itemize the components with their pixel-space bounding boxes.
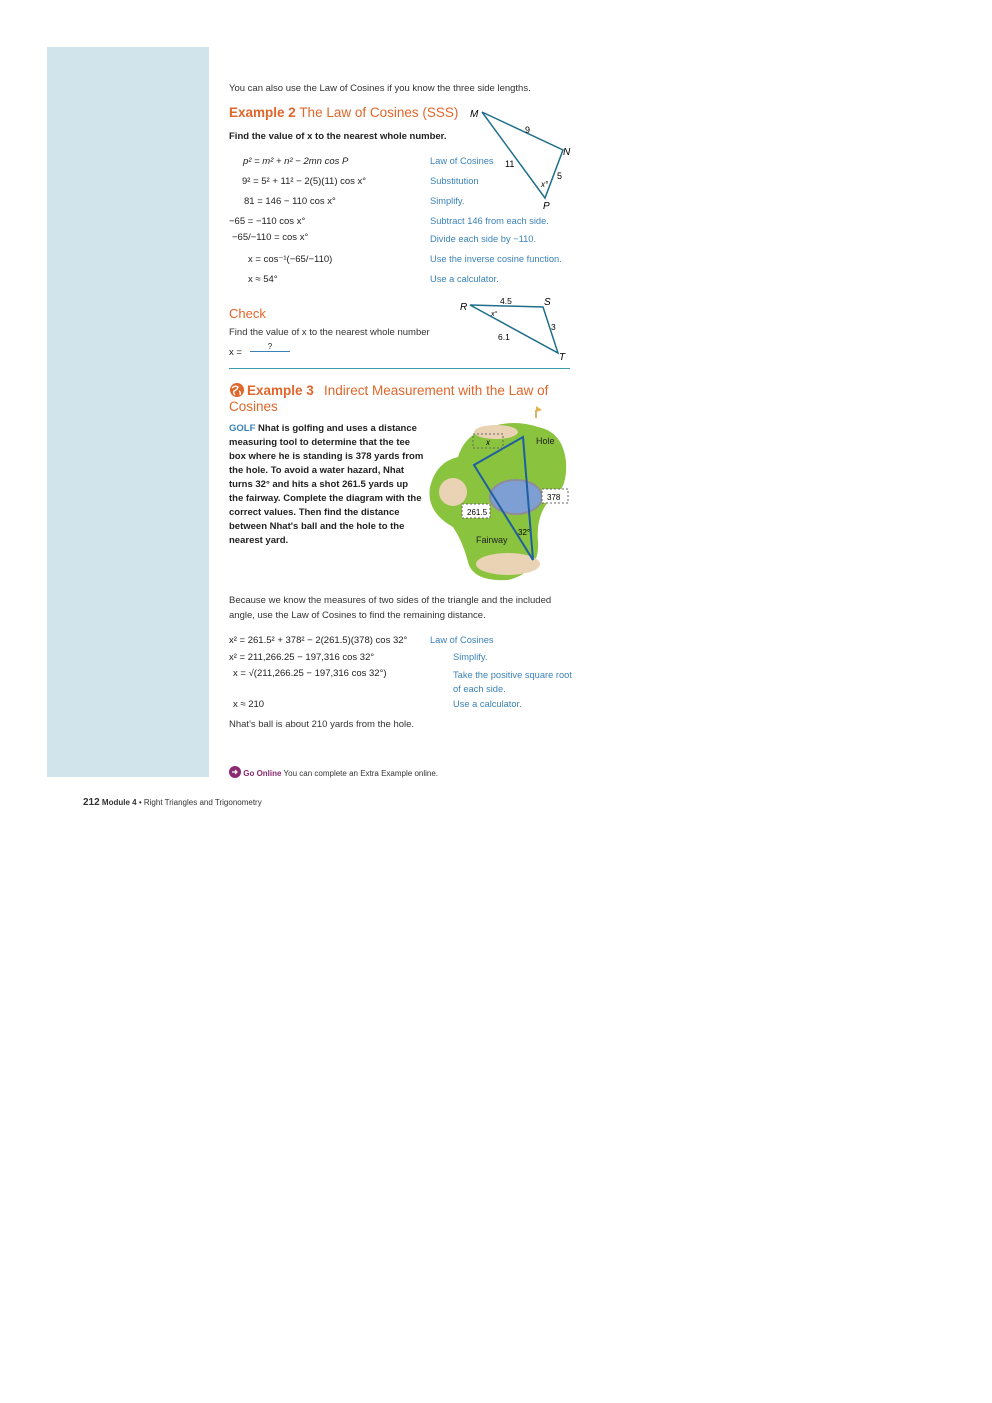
example2-title: The Law of Cosines (SSS) [299, 105, 459, 120]
ex2-reason2: Substitution [430, 176, 479, 186]
flag-icon [536, 406, 542, 412]
vertex-r: R [460, 302, 468, 313]
water-hazard [490, 480, 542, 514]
sand-bunker-top [474, 425, 518, 439]
ex2-step2: 9² = 5² + 11² − 2(5)(11) cos x° [242, 176, 367, 187]
ex2-step6: x = cos⁻¹(−65/−110) [248, 254, 333, 265]
ex3-reason3: Take the positive square root of each side. [453, 670, 572, 694]
go-online-text: You can complete an Extra Example online. [283, 769, 439, 778]
check-prompt: Find the value of x to the nearest whole number [229, 327, 430, 338]
vertex-t: T [559, 352, 566, 363]
example2-heading [229, 105, 458, 120]
go-online-row[interactable] [229, 766, 438, 778]
golf-problem-text: Nhat is golfing and uses a distance measuring tool to determine that the tee box where he is standing is 378 yards from the hole. To avoid a water hazard, Nhat turns 32° and hits a shot 261.5 yards up the fairway. Complete the diagram with the correct values. Then find the distance between Nhat's ball and the hole to the nearest yard. [229, 423, 424, 546]
ex2-reason5: Divide each side by −110. [430, 234, 537, 244]
ex3-reason2: Simplify. [453, 652, 488, 662]
example2-label: Example 2 [229, 105, 296, 120]
vertex-p: P [543, 201, 550, 212]
side-rs-label: 4.5 [500, 296, 512, 306]
ex2-step7: x ≈ 54° [248, 274, 278, 285]
sidebar-panel [47, 47, 209, 777]
x-blank-label: x [486, 438, 490, 447]
side-mn-label: 9 [525, 125, 531, 135]
page-number: 212 [83, 797, 100, 808]
side-st-label: 3 [551, 322, 556, 332]
example2-prompt: Find the value of x to the nearest whole number. [229, 131, 447, 142]
ex2-reason6: Use the inverse cosine function. [430, 254, 562, 264]
ex2-step5: −65/−110 = cos x° [232, 232, 309, 243]
ex3-step4: x ≈ 210 [233, 699, 265, 710]
example3-title: Indirect Measurement with the Law of Cosines [229, 383, 549, 414]
check-answer-blank[interactable]: ? [250, 342, 290, 352]
golf-tag: GOLF [229, 423, 256, 434]
page-footer [83, 797, 262, 808]
ex3-step2: x² = 211,266.25 − 197,316 cos 32° [229, 652, 375, 663]
ex2-reason7: Use a calculator. [430, 274, 499, 284]
example3-problem [229, 422, 424, 548]
sand-bunker-left [439, 478, 467, 506]
angle-32-label: 32° [518, 528, 531, 537]
side-rt-label: 6.1 [498, 332, 510, 342]
module-label: Module 4 [101, 798, 137, 807]
fairway-label: Fairway [476, 535, 508, 545]
ex3-step3: x = √(211,266.25 − 197,316 cos 32°) [233, 668, 387, 679]
ex3-step1: x² = 261.5² + 378² − 2(261.5)(378) cos 32° [229, 635, 408, 646]
ex2-reason3: Simplify. [430, 196, 465, 206]
ex2-step1: p² = m² + n² − 2mn cos P [243, 156, 349, 167]
distance-261-label: 261.5 [467, 508, 488, 517]
footer-separator: • [138, 798, 142, 807]
example3-label: Example 3 [247, 383, 314, 398]
check-title: Check [229, 306, 266, 321]
check-answer-label: x = [229, 347, 242, 358]
triangle-rst-diagram [455, 292, 575, 364]
chapter-title: Right Triangles and Trigonometry [143, 798, 262, 807]
vertex-m: M [470, 109, 479, 120]
hole-label: Hole [536, 436, 555, 446]
triangle-rst [470, 305, 558, 353]
ex2-step4: −65 = −110 cos x° [229, 216, 306, 227]
vertex-s: S [544, 297, 551, 308]
triangle-mnp-diagram [460, 100, 580, 215]
side-mp-label: 11 [505, 159, 515, 169]
go-online-icon [229, 766, 241, 778]
ex2-step3: 81 = 146 − 110 cos x° [244, 196, 336, 207]
vertex-n: N [563, 147, 571, 158]
ex2-reason4: Subtract 146 from each side. [430, 216, 549, 226]
distance-378-label: 378 [547, 493, 561, 502]
section-divider [229, 368, 570, 369]
ex2-reason1: Law of Cosines [430, 156, 494, 166]
side-np-label: 5 [557, 171, 563, 181]
check-angle-x-label: x° [491, 311, 498, 318]
go-online-label[interactable]: Go Online [243, 769, 282, 778]
ex3-reason1: Law of Cosines [430, 635, 494, 645]
intro-text: You can also use the Law of Cosines if you know the three side lengths. [229, 83, 531, 94]
example3-conclusion: Nhat's ball is about 210 yards from the hole. [229, 719, 415, 730]
example3-paragraph: Because we know the measures of two sides of the triangle and the included angle, use the Law of Cosines to find the remaining distance. [229, 595, 552, 621]
angle-x-label: x° [541, 180, 549, 189]
golf-course-diagram [428, 402, 576, 584]
triangle-mnp [482, 112, 563, 198]
ex3-reason4: Use a calculator. [453, 699, 522, 709]
